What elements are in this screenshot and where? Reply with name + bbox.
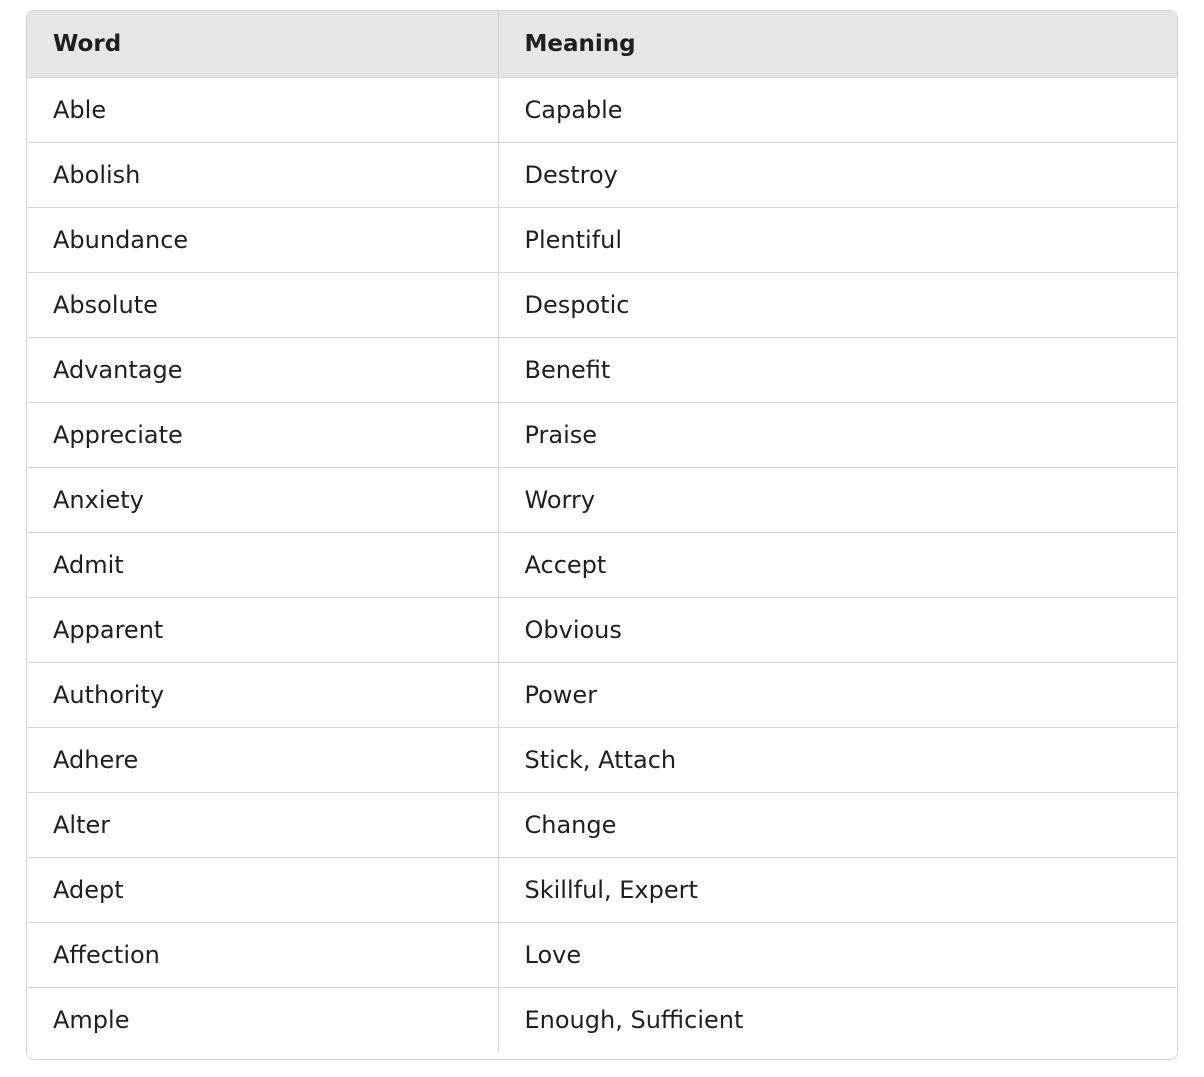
meaning-cell: Capable [498,77,1177,142]
table-body [27,77,1177,1052]
word-cell: Advantage [27,337,498,402]
table-row [27,532,1177,597]
word-cell: Adhere [27,727,498,792]
table-row [27,142,1177,207]
table-row [27,792,1177,857]
table-row [27,922,1177,987]
word-cell: Abolish [27,142,498,207]
meaning-cell: Destroy [498,142,1177,207]
word-cell: Anxiety [27,467,498,532]
word-cell: Authority [27,662,498,727]
meaning-cell: Change [498,792,1177,857]
table-row [27,662,1177,727]
table-row [27,207,1177,272]
meaning-cell: Worry [498,467,1177,532]
word-cell: Abundance [27,207,498,272]
meaning-cell: Power [498,662,1177,727]
table-row [27,727,1177,792]
word-cell: Ample [27,987,498,1052]
meaning-cell: Stick, Attach [498,727,1177,792]
meaning-cell: Benefit [498,337,1177,402]
meaning-cell: Despotic [498,272,1177,337]
word-cell: Appreciate [27,402,498,467]
meaning-cell: Plentiful [498,207,1177,272]
word-cell: Apparent [27,597,498,662]
vocabulary-table [27,11,1177,1052]
meaning-cell: Obvious [498,597,1177,662]
table-row [27,402,1177,467]
word-cell: Alter [27,792,498,857]
meaning-cell: Love [498,922,1177,987]
table-row [27,597,1177,662]
vocabulary-table-container [26,10,1178,1060]
word-cell: Admit [27,532,498,597]
table-row [27,337,1177,402]
table-row [27,987,1177,1052]
word-cell: Affection [27,922,498,987]
word-cell: Able [27,77,498,142]
table-row [27,272,1177,337]
word-cell: Adept [27,857,498,922]
meaning-cell: Enough, Sufficient [524,1005,744,1034]
table-row [27,857,1177,922]
word-cell: Absolute [27,272,498,337]
header-meaning: Meaning [498,11,1177,77]
table-row [27,77,1177,142]
header-row [27,11,1177,77]
table-header [27,11,1177,77]
header-word: Word [27,11,498,77]
meaning-cell: Accept [498,532,1177,597]
meaning-cell: Praise [498,402,1177,467]
meaning-cell: Skillful, Expert [498,857,1177,922]
table-row [27,467,1177,532]
